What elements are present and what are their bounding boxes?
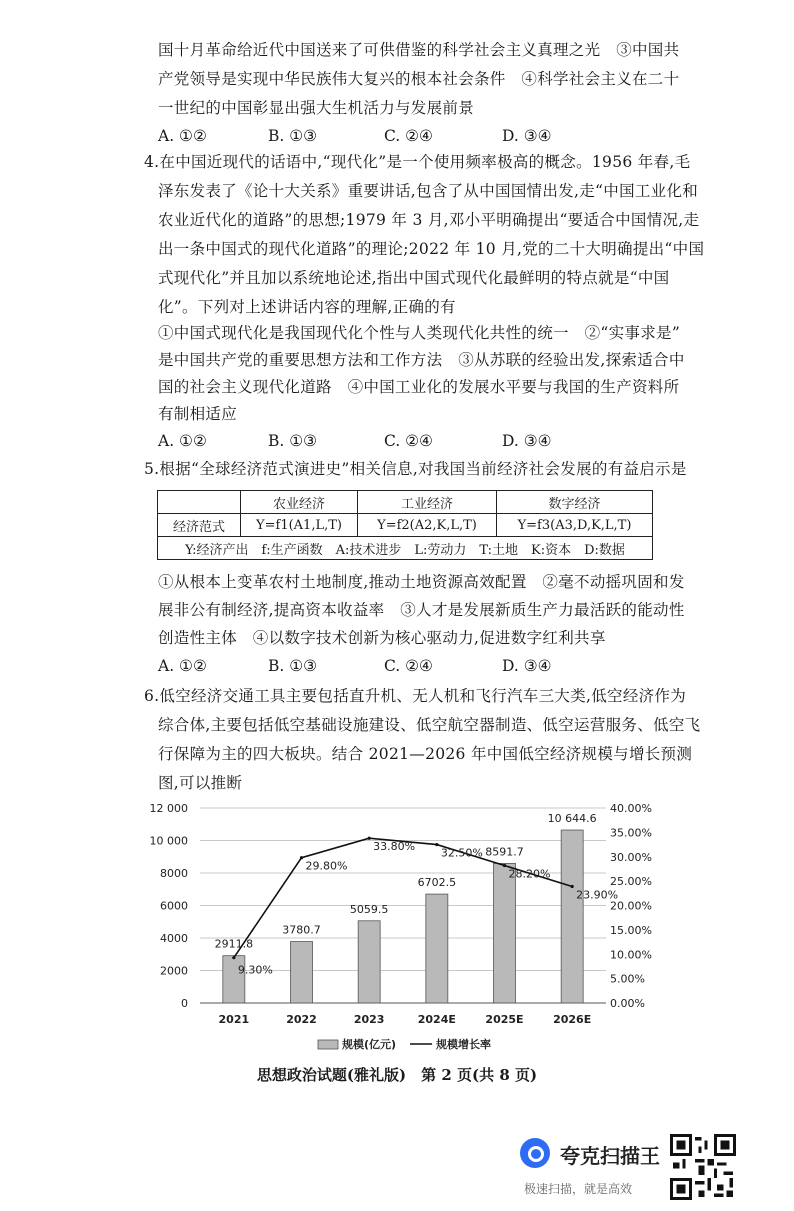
growth-rate-point xyxy=(300,856,303,859)
quark-logo-icon xyxy=(520,1138,550,1168)
x-tick-label: 2024E xyxy=(417,1013,456,1026)
table-legend: Y:经济产出 f:生产函数 A:技术进步 L:劳动力 T:土地 K:资本 D:数据 xyxy=(158,537,653,560)
q3-line-2: 产党领导是实现中华民族伟大复兴的根本社会条件 ④科学社会主义在二十 xyxy=(158,70,680,88)
legend-line-label: 规模增长率 xyxy=(436,1038,491,1051)
q4-stem-line-3: 农业近代化的道路”的思想;1979 年 3 月,邓小平明确提出“要适合中国情况,走 xyxy=(158,211,700,229)
y2-tick-label: 20.00% xyxy=(610,899,652,913)
table-header-row xyxy=(158,491,653,514)
y-tick-label: 4000 xyxy=(160,932,188,945)
x-tick-label: 2022 xyxy=(286,1013,317,1026)
q4-option-a: A. ①② xyxy=(158,432,207,450)
q6-stem-line-1: 6.低空经济交通工具主要包括直升机、无人机和飞行汽车三大类,低空经济作为 xyxy=(144,687,687,705)
q4-stem-line-2: 泽东发表了《论十大关系》重要讲话,包含了从中国国情出发,走“中国工业化和 xyxy=(158,182,699,200)
q5-statement-line-2: 展非公有制经济,提高资本收益率 ③人才是发展新质生产力最活跃的能动性 xyxy=(158,601,685,619)
y-tick-label: 8000 xyxy=(160,867,188,880)
q3-line-1: 国十月革命给近代中国送来了可供借鉴的科学社会主义真理之光 ③中国共 xyxy=(158,41,680,59)
q5-option-c: C. ②④ xyxy=(384,657,433,675)
y2-tick-label: 0.00% xyxy=(610,997,645,1010)
y2-tick-label: 25.00% xyxy=(610,875,652,889)
table-cell-agri: Y=f1(A1,L,T) xyxy=(241,514,358,537)
growth-rate-point xyxy=(435,843,438,846)
q4-stem-line-1: 4.在中国近现代的话语中,“现代化”是一个使用频率极高的概念。1956 年春,毛 xyxy=(144,153,691,171)
bar xyxy=(426,894,448,1003)
bar-value-label: 2911.8 xyxy=(214,937,254,951)
y-tick-label: 12 000 xyxy=(149,802,188,815)
q5-option-d: D. ③④ xyxy=(502,657,552,675)
x-tick-label: 2026E xyxy=(553,1013,592,1026)
growth-rate-point xyxy=(232,956,235,959)
y-tick-label: 0 xyxy=(181,997,188,1010)
growth-rate-label: 28.20% xyxy=(508,867,551,881)
brand-name: 夸克扫描王 xyxy=(560,1144,660,1168)
q3-line-3: 一世纪的中国彰显出强大生机活力与发展前景 xyxy=(158,99,475,117)
growth-rate-label: 29.80% xyxy=(305,859,348,873)
q4-stem-line-5: 式现代化”并且加以系统地论述,指出中国式现代化最鲜明的特点就是“中国 xyxy=(158,269,670,287)
legend-bar-label: 规模(亿元) xyxy=(342,1038,397,1051)
q4-statement-line-4: 有制相适应 xyxy=(158,405,238,423)
q4-statement-line-2: 是中国共产党的重要思想方法和工作方法 ③从苏联的经验出发,探索适合中 xyxy=(158,351,685,369)
x-tick-label: 2021 xyxy=(218,1013,250,1026)
q3-option-d: D. ③④ xyxy=(502,127,552,145)
bar xyxy=(291,942,313,1003)
bar xyxy=(494,863,516,1003)
table-header-empty xyxy=(158,491,241,514)
q4-statement-line-1: ①中国式现代化是我国现代化个性与人类现代化共性的统一 ②“实事求是” xyxy=(158,324,681,342)
table-cell-industry: Y=f2(A2,K,L,T) xyxy=(358,514,497,537)
table-header-digital: 数字经济 xyxy=(497,491,653,514)
q4-option-b: B. ①③ xyxy=(268,432,318,450)
y2-tick-label: 15.00% xyxy=(610,923,652,937)
growth-rate-label: 23.90% xyxy=(576,888,619,902)
y2-tick-label: 35.00% xyxy=(610,826,652,840)
x-tick-label: 2023 xyxy=(353,1013,385,1026)
table-header-agri: 农业经济 xyxy=(241,491,358,514)
brand-slogan: 极速扫描，就是高效 xyxy=(524,1182,633,1196)
page-footer: 思想政治试题(雅礼版) 第 2 页(共 8 页) xyxy=(256,1066,538,1084)
q3-option-c: C. ②④ xyxy=(384,127,433,145)
x-tick-label: 2025E xyxy=(485,1013,524,1026)
economy-paradigm-table xyxy=(157,490,653,560)
y2-tick-label: 40.00% xyxy=(610,802,652,815)
q3-option-b: B. ①③ xyxy=(268,127,318,145)
q4-stem-line-6: 化”。下列对上述讲话内容的理解,正确的有 xyxy=(158,298,456,316)
growth-rate-label: 33.80% xyxy=(373,840,416,854)
y2-tick-label: 10.00% xyxy=(610,948,652,962)
growth-rate-point xyxy=(503,864,506,867)
q5-option-a: A. ①② xyxy=(158,657,207,675)
bar xyxy=(561,830,583,1003)
q3-option-a: A. ①② xyxy=(158,127,207,145)
bar-value-label: 6702.5 xyxy=(417,876,457,890)
y2-tick-label: 5.00% xyxy=(610,972,645,986)
q6-stem-line-3: 行保障为主的四大板块。结合 2021—2026 年中国低空经济规模与增长预测 xyxy=(158,745,693,763)
y-tick-label: 6000 xyxy=(160,899,188,913)
table-header-industry: 工业经济 xyxy=(358,491,497,514)
growth-rate-point xyxy=(571,885,574,888)
y-tick-label: 2000 xyxy=(160,964,188,978)
bar-value-label: 3780.7 xyxy=(282,923,321,937)
table-cell-digital: Y=f3(A3,D,K,L,T) xyxy=(497,514,653,537)
qr-code-icon xyxy=(670,1134,736,1200)
table-row-label: 经济范式 xyxy=(158,514,241,537)
bar-value-label: 5059.5 xyxy=(349,902,389,916)
bar-value-label: 10 644.6 xyxy=(547,812,597,826)
q6-stem-line-2: 综合体,主要包括低空基础设施建设、低空航空器制造、低空运营服务、低空飞 xyxy=(158,716,701,734)
q4-option-d: D. ③④ xyxy=(502,432,552,450)
growth-rate-label: 9.30% xyxy=(237,963,273,977)
q5-stem: 5.根据“全球经济范式演进史”相关信息,对我国当前经济社会发展的有益启示是 xyxy=(144,460,687,478)
growth-rate-point xyxy=(368,837,371,840)
y2-tick-label: 30.00% xyxy=(610,850,652,864)
growth-rate-label: 32.50% xyxy=(440,846,483,860)
q4-stem-line-4: 出一条中国式的现代化道路”的理论;2022 年 10 月,党的二十大明确提出“中国 xyxy=(158,240,705,258)
bar xyxy=(358,921,380,1003)
q4-option-c: C. ②④ xyxy=(384,432,433,450)
table-legend-row xyxy=(158,537,653,560)
low-altitude-economy-chart xyxy=(0,795,794,1060)
q6-stem-line-4: 图,可以推断 xyxy=(158,774,243,792)
table-row xyxy=(158,514,653,537)
bar-value-label: 8591.7 xyxy=(485,845,524,859)
y-tick-label: 10 000 xyxy=(149,834,188,848)
q5-statement-line-3: 创造性主体 ④以数字技术创新为核心驱动力,促进数字红利共享 xyxy=(158,629,606,647)
legend-bar-swatch xyxy=(318,1040,338,1049)
q4-statement-line-3: 国的社会主义现代化道路 ④中国工业化的发展水平要与我国的生产资料所 xyxy=(158,378,680,396)
q5-statement-line-1: ①从根本上变革农村土地制度,推动土地资源高效配置 ②毫不动摇巩固和发 xyxy=(158,573,685,591)
q5-option-b: B. ①③ xyxy=(268,657,318,675)
